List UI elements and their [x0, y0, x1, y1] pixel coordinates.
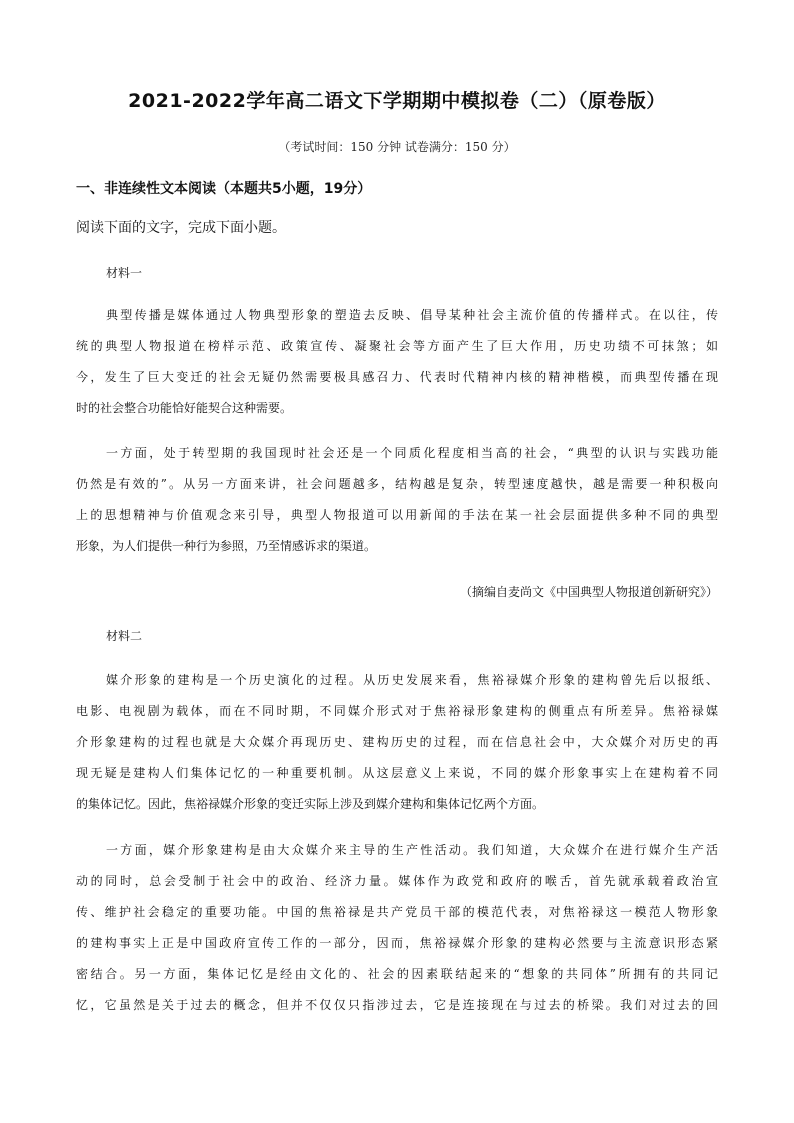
- material-1-label: 材料一: [106, 266, 143, 280]
- text-line: 现无疑是建构人们集体记忆的一种重要机制。从这层意义上来说，不同的媒介形象事实上在建构着不同: [76, 766, 718, 780]
- text-line: 典型传播是媒体通过人物典型形象的塑造去反映、倡导某种社会主流价值的传播样式。在以往，传: [106, 308, 718, 322]
- material-2-paragraph-2: [76, 835, 718, 1021]
- text-line: 统的典型人物报道在榜样示范、政策宣传、凝聚社会等方面产生了巨大作用，历史功绩不可抹煞；如: [76, 339, 718, 353]
- text-line: 时的社会整合功能恰好能契合这种需要。: [76, 401, 293, 415]
- material-1-paragraph-1: [76, 300, 718, 424]
- text-line: 密结合。另一方面，集体记忆是经由文化的、社会的因素联结起来的“想象的共同体”所拥有的共同记: [76, 967, 718, 981]
- text-line: 忆，它虽然是关于过去的概念，但并不仅仅只指涉过去，它是连接现在与过去的桥梁。我们对过去的回: [76, 998, 718, 1012]
- text-line: 的集体记忆。因此，焦裕禄媒介形象的变迁实际上涉及到媒介建构和集体记忆两个方面。: [76, 797, 545, 811]
- material-1-paragraph-2: [76, 438, 718, 562]
- text-line: 介形象建构的过程也就是大众媒介再现历史、建构历史的过程，而在信息社会中，大众媒介对历史的再: [76, 735, 718, 749]
- text-line: 仍然是有效的”。从另一方面来讲，社会问题越多，结构越是复杂，转型速度越快，越是需要一种积极向: [76, 477, 718, 491]
- text-line: 的建构事实上正是中国政府宣传工作的一部分，因而，焦裕禄媒介形象的建构必然要与主流意识形态紧: [76, 936, 718, 950]
- text-line: 形象，为人们提供一种行为参照，乃至情感诉求的渠道。: [76, 539, 377, 553]
- text-line: 一方面，媒介形象建构是由大众媒介来主导的生产性活动。我们知道，大众媒介在进行媒介生产活: [106, 843, 718, 857]
- reading-instruction: 阅读下面的文字，完成下面小题。: [76, 220, 286, 236]
- material-2-paragraph-1: [76, 665, 718, 820]
- text-line: 传、维护社会稳定的重要功能。中国的焦裕禄是共产党员干部的模范代表，对焦裕禄这一模范人物形象: [76, 905, 718, 919]
- page-title: 2021-2022学年高二语文下学期期中模拟卷（二）（原卷版）: [128, 90, 666, 112]
- text-line: 今，发生了巨大变迁的社会无疑仍然需要极具感召力、代表时代精神内核的精神楷模，而典型传播在现: [76, 370, 718, 384]
- material-2-label: 材料二: [106, 629, 143, 643]
- text-line: 一方面，处于转型期的我国现时社会还是一个同质化程度相当高的社会，“典型的认识与实践功能: [106, 446, 718, 460]
- text-line: 电影、电视剧为载体，而在不同时期，不同媒介形式对于焦裕禄形象建构的侧重点有所差异。焦裕禄媒: [76, 704, 718, 718]
- text-line: 动的同时，总会受制于社会中的政治、经济力量。媒体作为政党和政府的喉舌，首先就承载着政治宣: [76, 874, 718, 888]
- section-heading: 一、非连续性文本阅读（本题共5小题，19分）: [76, 181, 372, 197]
- exam-info: （考试时间：150 分钟 试卷满分：150 分）: [278, 140, 516, 154]
- material-1-source: （摘编自麦尚文《中国典型人物报道创新研究》）: [459, 585, 718, 599]
- text-line: 媒介形象的建构是一个历史演化的过程。从历史发展来看，焦裕禄媒介形象的建构曾先后以报纸、: [106, 673, 718, 687]
- text-line: 上的思想精神与价值观念来引导，典型人物报道可以用新闻的手法在某一社会层面提供多种不同的典型: [76, 508, 718, 522]
